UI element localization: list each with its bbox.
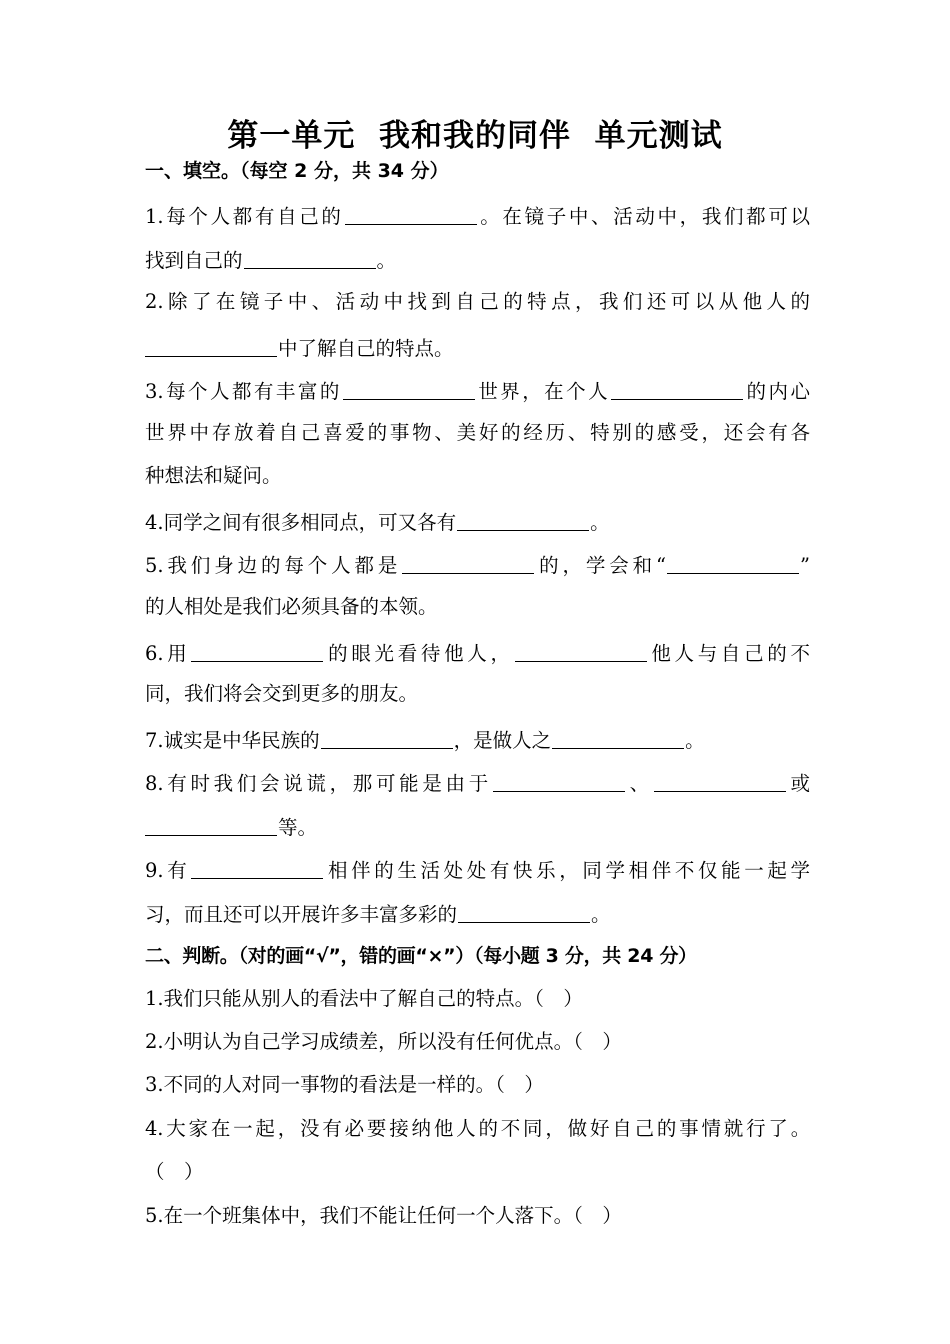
question-2-line-2 [145,332,810,363]
question-2-line-1: 2.除了在镜子中、活动中找到自己的特点，我们还可以从他人的 [145,290,810,313]
answer-blank[interactable] [402,549,534,574]
answer-blank[interactable] [667,549,799,574]
question-text: 9.有 [145,859,191,882]
question-text: 6.用 [145,642,191,665]
question-text: 相伴的生活处处有快乐，同学相伴不仅能一起学 [324,859,810,882]
answer-blank[interactable] [244,244,376,269]
question-text: 的眼光看待他人， [324,642,514,665]
question-text: ” [800,554,810,577]
question-text: 。 [376,249,397,272]
question-text: 7.诚实是中华民族的 [145,729,320,752]
question-text: 或 [786,772,810,795]
question-6-line-2: 同，我们将会交到更多的朋友。 [145,682,419,705]
question-text: 4.同学之间有很多相同点，可又各有 [145,511,457,534]
answer-blank[interactable] [458,898,590,923]
question-text: 1.每个人都有自己的 [145,205,344,228]
question-text: 。 [685,729,705,752]
question-7 [145,724,810,755]
question-text: ，是做人之 [453,729,552,752]
page-title: 第一单元 我和我的同伴 单元测试 [227,118,723,154]
question-8-line-1 [145,767,810,798]
question-9-line-1 [145,854,810,885]
question-text: 他人与自己的不 [647,642,810,665]
question-1-line-2 [145,244,810,275]
answer-blank[interactable] [552,724,684,749]
question-6-line-1 [145,637,810,668]
question-text: 习，而且还可以开展许多丰富多彩的 [145,903,458,926]
judge-item-1: 1.我们只能从别人的看法中了解自己的特点。（ ） [145,987,583,1010]
question-5-line-1 [145,549,810,580]
answer-blank[interactable] [611,375,743,400]
question-9-line-2 [145,898,810,929]
judge-item-4-line-2: （ ） [145,1160,204,1183]
judge-item-5: 5.在一个班集体中，我们不能让任何一个人落下。（ ） [145,1204,622,1227]
question-3-line-3: 种想法和疑问。 [145,464,282,487]
section-heading-fill-blanks: 一、填空。（每空 2 分，共 34 分） [145,160,449,182]
question-text: 中了解自己的特点。 [278,337,454,360]
question-text: 找到自己的 [145,249,243,272]
question-4 [145,506,810,537]
question-5-line-2: 的人相处是我们必须具备的本领。 [145,595,438,618]
question-text: 。在镜子中、活动中，我们都可以 [477,205,810,228]
question-text: 8.有时我们会说谎，那可能是由于 [145,772,492,795]
question-1-line-1 [145,200,810,231]
answer-blank[interactable] [457,506,589,531]
question-3-line-2: 世界中存放着自己喜爱的事物、美好的经历、特别的感受，还会有各 [145,421,810,444]
question-text: 。 [591,903,611,926]
answer-blank[interactable] [654,767,786,792]
answer-blank[interactable] [493,767,625,792]
question-text: 。 [590,511,610,534]
answer-blank[interactable] [145,332,277,357]
judge-item-3: 3.不同的人对同一事物的看法是一样的。（ ） [145,1073,544,1096]
question-text: 的，学会和“ [535,554,667,577]
answer-blank[interactable] [345,200,477,225]
answer-blank[interactable] [191,854,323,879]
question-text: 世界，在个人 [475,380,611,403]
question-text: 的内心 [744,380,810,403]
judge-item-4-line-1: 4.大家在一起，没有必要接纳他人的不同，做好自己的事情就行了。 [145,1117,810,1140]
answer-blank[interactable] [343,375,475,400]
answer-blank[interactable] [145,811,277,836]
question-8-line-2 [145,811,810,842]
judge-item-2: 2.小明认为自己学习成绩差，所以没有任何优点。（ ） [145,1030,622,1053]
question-text: 3.每个人都有丰富的 [145,380,342,403]
section-heading-true-false: 二、判断。（对的画“√”，错的画“×”）（每小题 3 分，共 24 分） [145,945,697,967]
answer-blank[interactable] [321,724,453,749]
answer-blank[interactable] [191,637,323,662]
question-3-line-1 [145,375,810,406]
question-text: 、 [625,772,653,795]
answer-blank[interactable] [515,637,647,662]
question-text: 5.我们身边的每个人都是 [145,554,402,577]
question-text: 等。 [278,816,318,839]
